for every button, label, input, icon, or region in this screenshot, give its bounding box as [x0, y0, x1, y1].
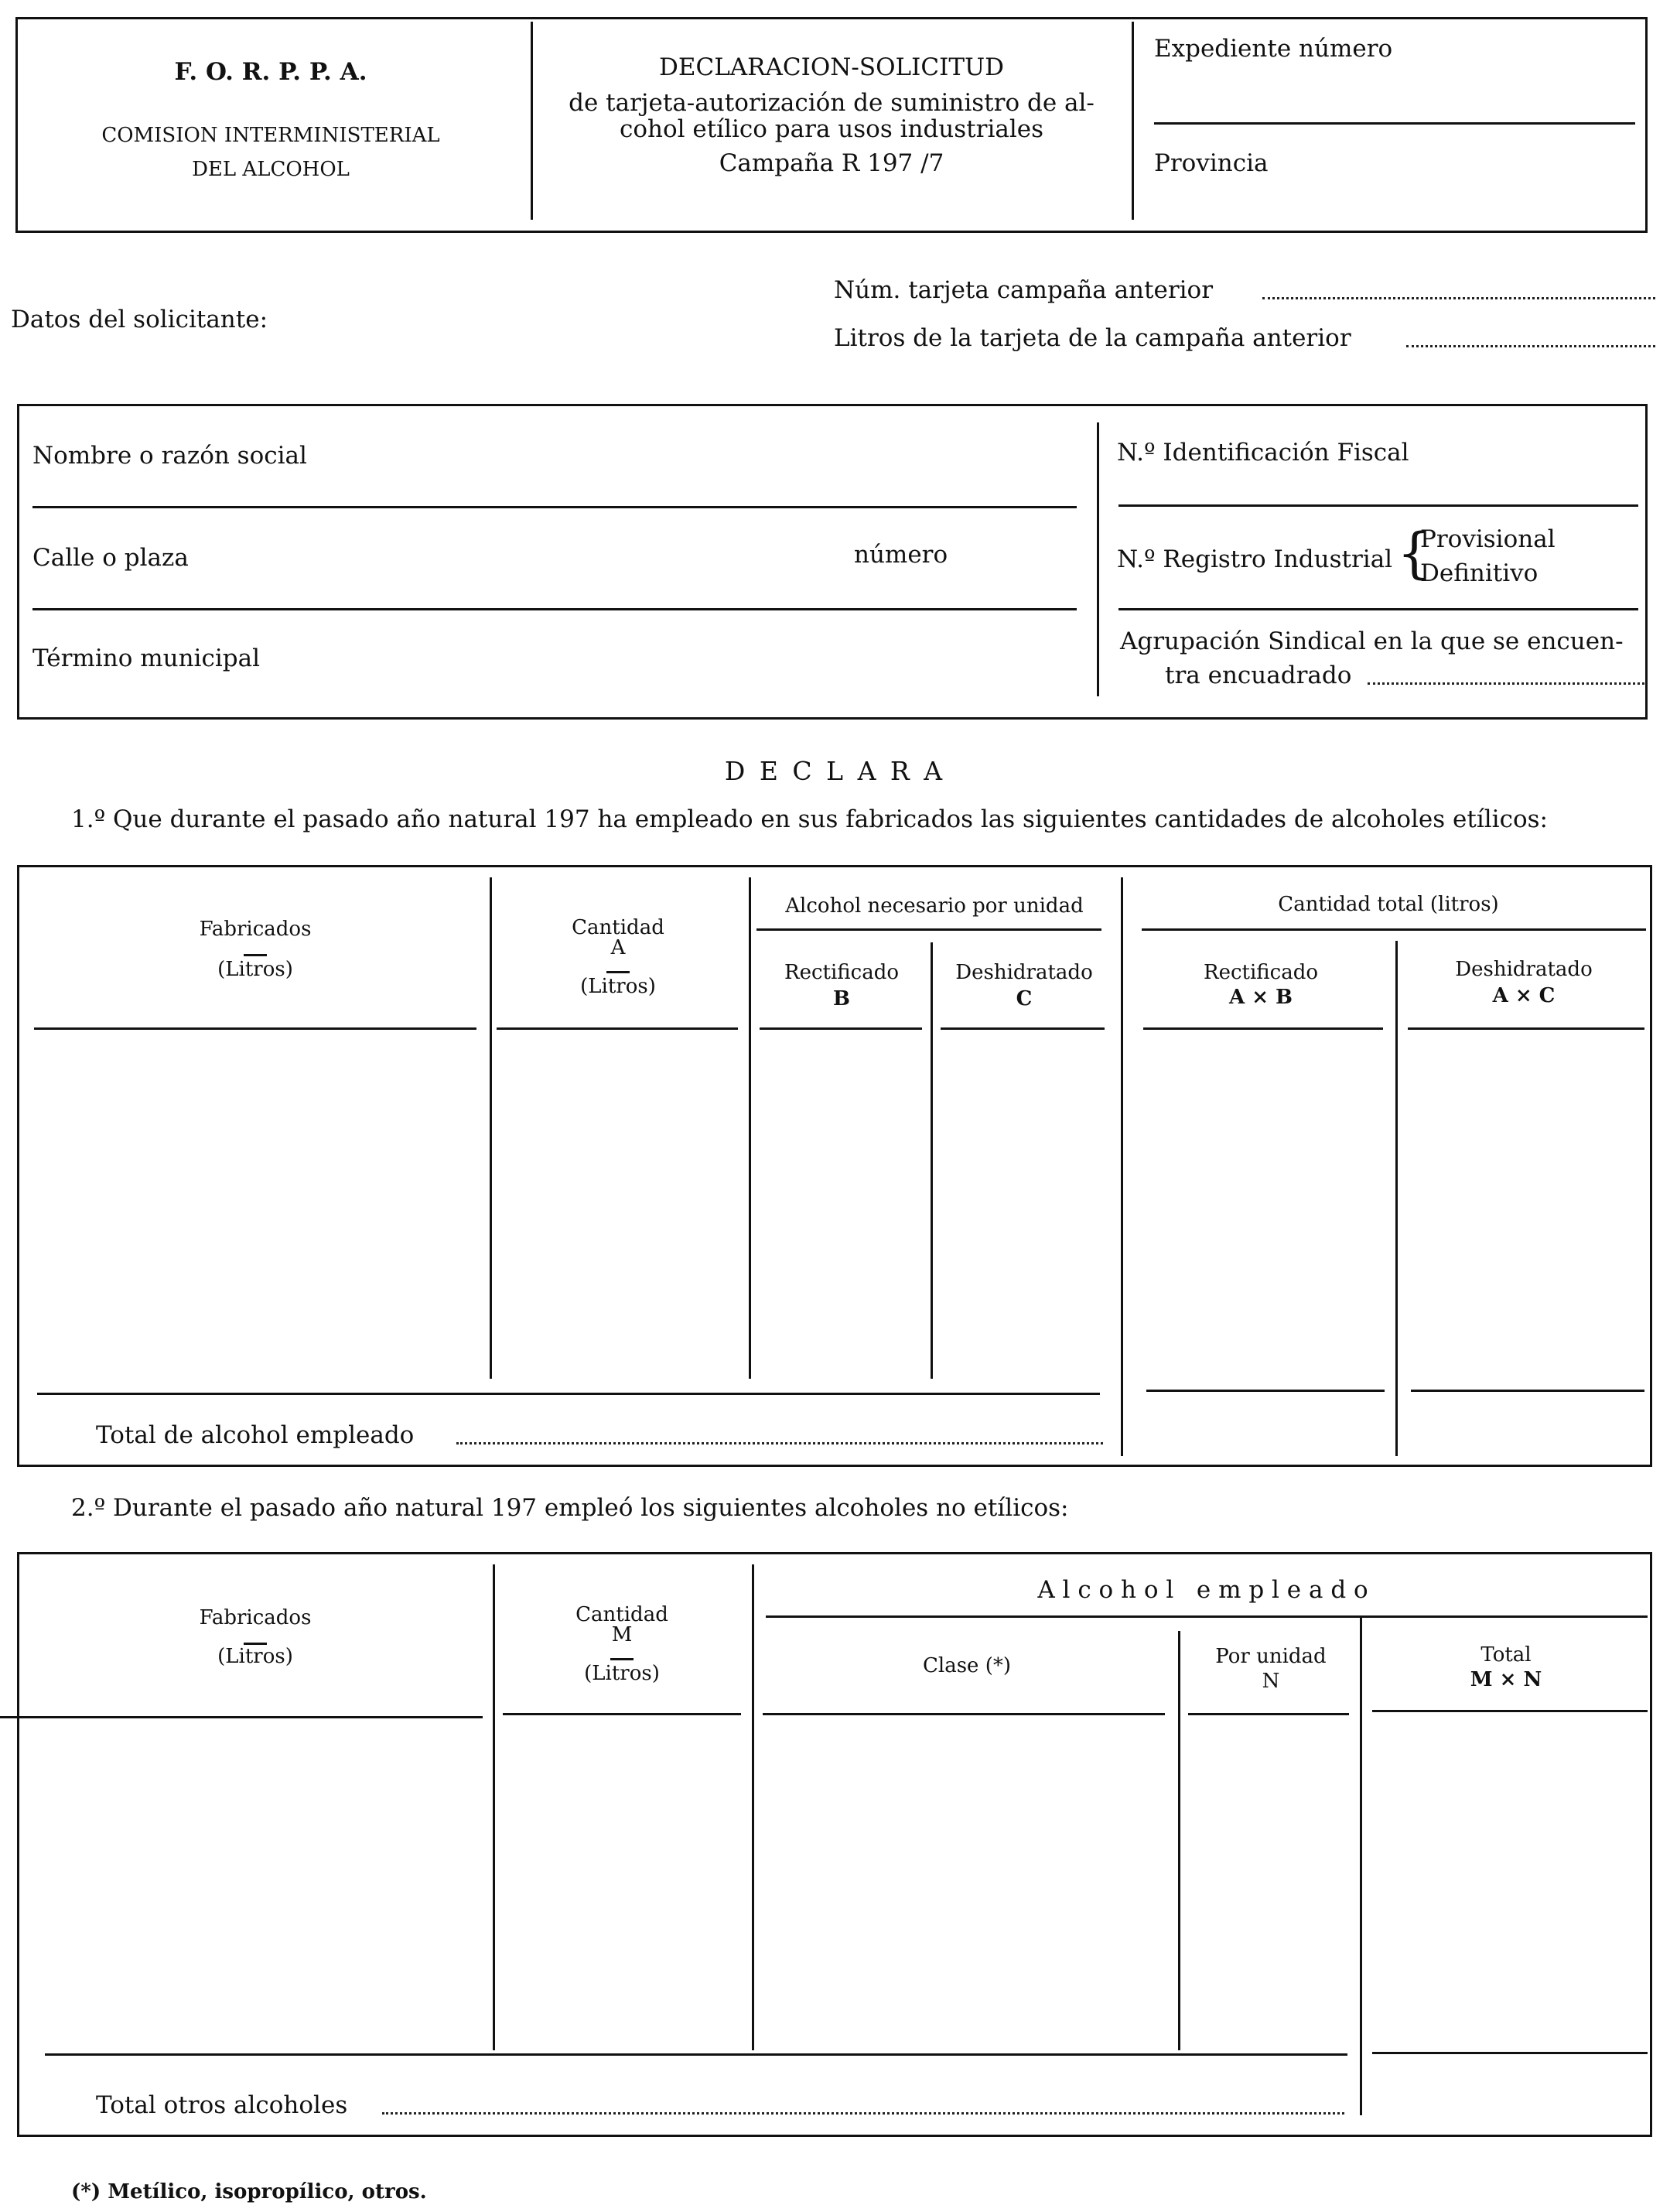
- footnote: (*) Metílico, isopropílico, otros.: [71, 2180, 427, 2203]
- t1-header-rule-3: [760, 1027, 922, 1030]
- t2-col-cantidad-var: M: [611, 1623, 633, 1646]
- t2-vline-2: [752, 1564, 754, 2050]
- org-acronym: F. O. R. P. P. A.: [174, 58, 367, 86]
- t1-total-desh-var: A × C: [1492, 984, 1556, 1007]
- street-field[interactable]: [32, 608, 1077, 610]
- t2-col-total-var: M × N: [1470, 1668, 1542, 1691]
- registry-option-provisional[interactable]: Provisional: [1420, 525, 1556, 553]
- campaign-label: Campaña R 197 /7: [719, 149, 944, 177]
- t2-col-por-unidad: Por unidad: [1215, 1645, 1327, 1668]
- t2-header-rule-4: [1188, 1713, 1349, 1715]
- t1-col-cantidad-unit: (Litros): [580, 975, 656, 998]
- t1-footer-field[interactable]: [456, 1442, 1103, 1444]
- prev-liters-label: Litros de la tarjeta de la campaña anterior: [834, 324, 1351, 352]
- provincia-label: Provincia: [1154, 149, 1269, 177]
- registry-field-line: [1118, 608, 1638, 610]
- declara-item-2: 2.º Durante el pasado año natural 197 empleó los siguientes alcoholes no etílicos:: [71, 1494, 1069, 1522]
- t2-col-total: Total: [1480, 1643, 1532, 1667]
- t1-per-unit-rect-var: B: [833, 987, 850, 1010]
- prev-liters-field[interactable]: [1406, 345, 1655, 347]
- t1-header-rule-5: [1143, 1027, 1383, 1030]
- applicant-intro-label: Datos del solicitante:: [11, 306, 268, 333]
- nif-field[interactable]: [1118, 504, 1638, 507]
- name-label: Nombre o razón social: [32, 442, 307, 470]
- t1-vline-5: [1395, 941, 1398, 1456]
- t1-per-unit-rect: Rectificado: [784, 961, 899, 984]
- registry-brace: {: [1397, 521, 1432, 585]
- t1-col-cantidad: Cantidad: [572, 916, 664, 939]
- t2-col-por-unidad-var: N: [1262, 1670, 1280, 1693]
- t2-header-rule-3: [763, 1713, 1165, 1715]
- t2-header-rule-2: [503, 1713, 741, 1715]
- t2-footer-rule: [45, 2053, 1347, 2056]
- t1-group1-underline: [756, 928, 1101, 931]
- t1-per-unit-desh-var: C: [1016, 987, 1033, 1010]
- agrupacion-line1: Agrupación Sindical en la que se encuen-: [1120, 627, 1624, 655]
- t2-col-fabricados: Fabricados: [199, 1606, 312, 1629]
- t1-group2-underline: [1142, 928, 1646, 931]
- t2-col-cantidad: Cantidad: [575, 1603, 668, 1626]
- t2-col-fabricados-unit: (Litros): [217, 1645, 293, 1668]
- prev-card-field[interactable]: [1262, 297, 1655, 299]
- t1-header-rule-2: [497, 1027, 738, 1030]
- declara-heading: D E C L A R A: [724, 756, 946, 786]
- t2-col-cantidad-unit: (Litros): [584, 1662, 660, 1685]
- t1-col-fabricados-unit: (Litros): [217, 958, 293, 981]
- t2-footer-rule-total: [1372, 2052, 1648, 2054]
- nif-label: N.º Identificación Fiscal: [1117, 439, 1409, 467]
- t2-header-rule-1: [0, 1716, 483, 1718]
- expediente-field[interactable]: [1154, 122, 1635, 125]
- prev-card-label: Núm. tarjeta campaña anterior: [834, 276, 1214, 304]
- t2-footer-label: Total otros alcoholes: [96, 2091, 348, 2119]
- t1-header-rule-4: [941, 1027, 1105, 1030]
- header-divider-2: [1132, 22, 1134, 220]
- agrupacion-field[interactable]: [1368, 682, 1644, 685]
- t1-per-unit-desh: Deshidratado: [955, 961, 1093, 984]
- t2-vline-4: [1360, 1617, 1362, 2115]
- t1-vline-3: [931, 942, 933, 1379]
- t1-footer-label: Total de alcohol empleado: [96, 1421, 415, 1449]
- number-label: número: [854, 541, 948, 569]
- t1-col-cantidad-var: A: [610, 936, 626, 959]
- registry-option-definitivo[interactable]: Definitivo: [1420, 559, 1539, 587]
- t1-footer-rule: [37, 1393, 1100, 1395]
- t1-group-total: Cantidad total (litros): [1278, 893, 1499, 916]
- doc-subtitle-2: cohol etílico para usos industriales: [619, 115, 1044, 143]
- agrupacion-line2: tra encuadrado: [1165, 662, 1352, 689]
- t2-group-underline: [766, 1615, 1648, 1618]
- t2-vline-1: [493, 1564, 495, 2050]
- header-divider-1: [531, 22, 533, 220]
- t1-header-rule-1: [34, 1027, 476, 1030]
- t1-header-rule-6: [1408, 1027, 1644, 1030]
- t2-group-alcohol: A l c o h o l e m p l e a d o: [1037, 1576, 1368, 1604]
- org-line2: DEL ALCOHOL: [192, 158, 350, 181]
- street-label: Calle o plaza: [32, 544, 189, 572]
- t2-header-rule-5: [1372, 1710, 1648, 1712]
- doc-title: DECLARACION-SOLICITUD: [659, 53, 1004, 81]
- org-line1: COMISION INTERMINISTERIAL: [101, 124, 440, 147]
- t1-total-rect: Rectificado: [1204, 961, 1318, 984]
- doc-subtitle-1: de tarjeta-autorización de suministro de al-: [569, 89, 1095, 117]
- t1-footer-rule-desh: [1411, 1390, 1644, 1392]
- name-field[interactable]: [32, 506, 1077, 508]
- t1-total-desh: Deshidratado: [1455, 958, 1593, 981]
- applicant-divider: [1097, 422, 1099, 696]
- t1-col-fabricados: Fabricados: [199, 918, 312, 941]
- t2-vline-3: [1178, 1631, 1180, 2050]
- t2-col-clase: Clase (*): [923, 1654, 1011, 1677]
- t1-vline-4: [1121, 877, 1123, 1456]
- t1-footer-rule-rect: [1146, 1390, 1385, 1392]
- declara-item-1: 1.º Que durante el pasado año natural 197 ha empleado en sus fabricados las siguientes cantidades de alcoholes etílicos:: [71, 805, 1548, 833]
- t1-group-per-unit: Alcohol necesario por unidad: [785, 894, 1084, 918]
- t1-vline-2: [749, 877, 751, 1379]
- t1-vline-1: [490, 877, 492, 1379]
- t1-total-rect-var: A × B: [1228, 986, 1293, 1009]
- t2-footer-field[interactable]: [382, 2112, 1344, 2115]
- expediente-label: Expediente número: [1154, 35, 1393, 63]
- registry-label: N.º Registro Industrial: [1117, 545, 1393, 573]
- municipality-label: Término municipal: [32, 644, 260, 672]
